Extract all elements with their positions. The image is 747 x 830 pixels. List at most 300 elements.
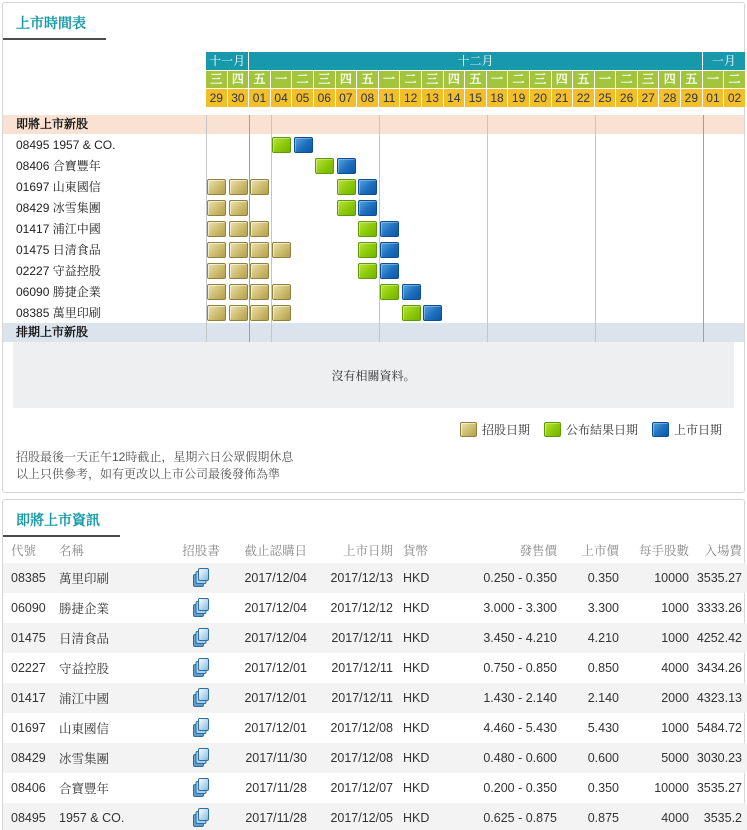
legend-swatch-res xyxy=(544,422,561,437)
timetable-row-label: 08495 1957 & CO. xyxy=(16,137,116,152)
gantt-slot xyxy=(703,260,725,281)
prospectus-icon[interactable] xyxy=(193,658,210,678)
currency: HKD xyxy=(403,811,430,825)
gantt-slot xyxy=(444,281,466,302)
weekday-cell: 三 xyxy=(638,71,660,89)
entry-fee: 3030.23 xyxy=(696,751,742,765)
gantt-slot xyxy=(357,197,379,218)
subscription-cell xyxy=(207,263,226,279)
weekday-cell: 一 xyxy=(271,71,293,89)
timetable-row-label: 08429 冰雪集團 xyxy=(16,201,101,215)
gantt-slot xyxy=(228,260,250,281)
gantt-slot xyxy=(228,281,250,302)
lot-size: 5000 xyxy=(661,751,689,765)
gantt-slot xyxy=(552,239,574,260)
gantt-slot xyxy=(487,260,509,281)
info-table-row xyxy=(3,593,747,623)
entry-fee: 5484.72 xyxy=(696,721,742,735)
gantt-slot xyxy=(573,218,595,239)
date-header-row xyxy=(3,89,744,107)
gantt-slot xyxy=(465,218,487,239)
gantt-slot xyxy=(379,176,401,197)
gantt-slot xyxy=(487,176,509,197)
month-header-cell: 十一月 xyxy=(206,52,249,71)
gantt-slot xyxy=(595,155,617,176)
gantt-slot xyxy=(206,155,228,176)
gantt-slot xyxy=(659,197,681,218)
prospectus-cell[interactable] xyxy=(179,593,223,623)
subscription-cell xyxy=(250,305,269,321)
weekday-cell: 一 xyxy=(487,71,509,89)
gantt-slot xyxy=(573,176,595,197)
listing-date: 2017/12/13 xyxy=(330,571,393,585)
offer-price: 1.430 - 2.140 xyxy=(483,691,557,705)
gantt-slot xyxy=(249,302,271,323)
gantt-slot xyxy=(292,260,314,281)
deadline-date: 2017/11/28 xyxy=(245,811,307,825)
timetable-row-label: 02227 守益控股 xyxy=(16,264,101,278)
gantt-slot xyxy=(292,302,314,323)
legend-item-res xyxy=(544,421,638,438)
gantt-slot xyxy=(400,302,422,323)
gantt-slot xyxy=(487,302,509,323)
gantt-slot xyxy=(271,239,293,260)
prospectus-cell[interactable] xyxy=(179,563,223,593)
legend-item-sub xyxy=(460,421,530,438)
gantt-slot xyxy=(379,155,401,176)
prospectus-icon[interactable] xyxy=(193,568,210,588)
gantt-slot xyxy=(271,197,293,218)
stock-name: 浦江中國 xyxy=(59,692,110,706)
listing-cell xyxy=(358,200,377,216)
legend-swatch-list xyxy=(652,422,669,437)
gantt-slot xyxy=(703,197,725,218)
gantt-slot xyxy=(206,134,228,155)
gantt-slot xyxy=(228,197,250,218)
gantt-slot xyxy=(228,134,250,155)
gantt-slot xyxy=(616,281,638,302)
gantt-slot xyxy=(681,218,703,239)
date-cell: 29 xyxy=(681,89,703,107)
gantt-slot xyxy=(314,197,336,218)
prospectus-icon[interactable] xyxy=(193,778,210,798)
gantt-slot xyxy=(595,176,617,197)
gantt-slot xyxy=(724,239,746,260)
gantt-gridline xyxy=(249,115,250,342)
gantt-slot xyxy=(444,218,466,239)
weekday-cell: 五 xyxy=(681,71,703,89)
weekday-cell: 二 xyxy=(292,71,314,89)
info-table-row xyxy=(3,563,747,593)
gantt-slot xyxy=(595,239,617,260)
result-cell xyxy=(358,263,377,279)
gantt-slot xyxy=(271,218,293,239)
offer-price: 4.460 - 5.430 xyxy=(483,721,557,735)
date-cell: 27 xyxy=(638,89,660,107)
gantt-slot xyxy=(552,281,574,302)
info-column-header: 貨幣 xyxy=(403,544,429,558)
weekday-cell: 四 xyxy=(444,71,466,89)
gantt-slot xyxy=(573,155,595,176)
deadline-date: 2017/11/30 xyxy=(245,751,307,765)
gantt-slot xyxy=(681,176,703,197)
gantt-slot xyxy=(336,155,358,176)
offer-price: 0.250 - 0.350 xyxy=(483,571,557,585)
gantt-slot xyxy=(249,134,271,155)
entry-fee: 3535.27 xyxy=(696,571,742,585)
date-cell: 12 xyxy=(400,89,422,107)
stock-name: 萬里印刷 xyxy=(59,572,110,586)
result-cell xyxy=(315,158,334,174)
gantt-slot xyxy=(400,176,422,197)
gantt-slot xyxy=(616,176,638,197)
gantt-slot xyxy=(724,260,746,281)
listing-timetable-chart xyxy=(3,52,744,483)
date-cell: 08 xyxy=(357,89,379,107)
subscription-cell xyxy=(207,200,226,216)
listing-price: 5.430 xyxy=(587,721,619,735)
timetable-row-label: 08406 合寶豐年 xyxy=(16,159,101,173)
subscription-cell xyxy=(272,284,291,300)
gantt-slot xyxy=(530,197,552,218)
gantt-slot xyxy=(552,260,574,281)
listing-cell xyxy=(380,263,399,279)
gantt-slot xyxy=(336,281,358,302)
prospectus-cell[interactable] xyxy=(179,743,223,773)
gantt-slot xyxy=(292,155,314,176)
listing-price: 0.350 xyxy=(587,781,619,795)
listing-price: 2.140 xyxy=(587,691,619,705)
prospectus-icon[interactable] xyxy=(193,748,210,768)
lot-size: 1000 xyxy=(661,721,689,735)
weekday-cell: 五 xyxy=(357,71,379,89)
weekday-cell: 三 xyxy=(422,71,444,89)
gantt-slot xyxy=(228,302,250,323)
weekday-cell: 二 xyxy=(616,71,638,89)
result-cell xyxy=(358,242,377,258)
subscription-cell xyxy=(207,284,226,300)
scheduled-empty-area xyxy=(13,342,734,408)
listing-date: 2017/12/12 xyxy=(330,601,393,615)
gantt-slot xyxy=(573,260,595,281)
weekday-cell: 四 xyxy=(552,71,574,89)
prospectus-icon[interactable] xyxy=(193,718,210,738)
listing-cell xyxy=(423,305,442,321)
gantt-slot xyxy=(681,197,703,218)
date-cell: 26 xyxy=(616,89,638,107)
gantt-slot xyxy=(314,281,336,302)
gantt-gridline xyxy=(487,115,488,342)
subscription-cell xyxy=(229,242,248,258)
info-title: 即將上市資訊 xyxy=(3,508,120,537)
currency: HKD xyxy=(403,751,430,765)
prospectus-icon[interactable] xyxy=(193,688,210,708)
gantt-slot xyxy=(314,155,336,176)
gantt-slot xyxy=(357,302,379,323)
gantt-slot xyxy=(422,260,444,281)
subscription-cell xyxy=(229,263,248,279)
gantt-slot xyxy=(595,302,617,323)
gantt-slot xyxy=(530,281,552,302)
gantt-slot xyxy=(271,260,293,281)
gantt-slot xyxy=(465,197,487,218)
gantt-slot xyxy=(508,218,530,239)
weekday-cell: 一 xyxy=(595,71,617,89)
month-header-row xyxy=(3,52,744,71)
gantt-slot xyxy=(206,218,228,239)
subscription-cell xyxy=(229,284,248,300)
gantt-gridline xyxy=(271,115,272,342)
gantt-slot xyxy=(314,218,336,239)
listing-price: 4.210 xyxy=(587,631,619,645)
gantt-slot xyxy=(638,281,660,302)
gantt-slot xyxy=(508,197,530,218)
info-column-header: 上市價 xyxy=(581,544,619,558)
gantt-slot xyxy=(595,281,617,302)
deadline-date: 2017/12/04 xyxy=(244,601,307,615)
gantt-slot xyxy=(465,239,487,260)
date-cell: 02 xyxy=(724,89,746,107)
subscription-cell xyxy=(272,242,291,258)
timetable-row xyxy=(3,218,744,239)
gantt-slot xyxy=(638,260,660,281)
gantt-slot xyxy=(465,134,487,155)
prospectus-cell[interactable] xyxy=(179,623,223,653)
month-header-cell: 十二月 xyxy=(249,52,703,71)
gantt-slot xyxy=(638,302,660,323)
gantt-slot xyxy=(400,197,422,218)
prospectus-cell[interactable] xyxy=(179,653,223,683)
gantt-slot xyxy=(271,134,293,155)
gantt-slot xyxy=(444,260,466,281)
date-cell: 07 xyxy=(336,89,358,107)
listing-date: 2017/12/08 xyxy=(330,751,393,765)
deadline-date: 2017/12/01 xyxy=(244,721,307,735)
info-column-header: 發售價 xyxy=(519,544,557,558)
month-header-cell: 一月 xyxy=(703,52,746,71)
date-cell: 06 xyxy=(314,89,336,107)
info-column-header: 名稱 xyxy=(59,544,85,558)
gantt-slot xyxy=(314,260,336,281)
gantt-slot xyxy=(444,176,466,197)
gantt-slot xyxy=(703,134,725,155)
lot-size: 4000 xyxy=(661,811,689,825)
gantt-slot xyxy=(444,134,466,155)
gantt-slot xyxy=(681,239,703,260)
gantt-slot xyxy=(206,239,228,260)
result-cell xyxy=(337,179,356,195)
prospectus-cell[interactable] xyxy=(179,803,223,830)
listing-cell xyxy=(337,158,356,174)
subscription-cell xyxy=(207,221,226,237)
result-cell xyxy=(337,200,356,216)
listing-cell xyxy=(358,179,377,195)
info-table-row xyxy=(3,623,747,653)
gantt-slot xyxy=(508,176,530,197)
gantt-slot xyxy=(595,218,617,239)
stock-code: 08385 xyxy=(11,571,46,585)
gantt-slot xyxy=(206,260,228,281)
gantt-slot xyxy=(336,218,358,239)
listing-price: 0.875 xyxy=(587,811,619,825)
gantt-gridline xyxy=(595,115,596,342)
timetable-row-label: 08385 萬里印刷 xyxy=(16,306,101,320)
offer-price: 0.200 - 0.350 xyxy=(483,781,557,795)
gantt-slot xyxy=(336,302,358,323)
offer-price: 0.625 - 0.875 xyxy=(483,811,557,825)
gantt-slot xyxy=(573,134,595,155)
gantt-slot xyxy=(422,197,444,218)
gantt-slot xyxy=(292,176,314,197)
gantt-slot xyxy=(444,197,466,218)
gantt-slot xyxy=(314,134,336,155)
date-cell: 18 xyxy=(487,89,509,107)
gantt-slot xyxy=(573,302,595,323)
gantt-slot xyxy=(487,281,509,302)
date-cell: 19 xyxy=(508,89,530,107)
date-cell: 14 xyxy=(444,89,466,107)
gantt-slot xyxy=(379,260,401,281)
gantt-slot xyxy=(357,281,379,302)
gantt-slot xyxy=(508,260,530,281)
info-column-header: 上市日期 xyxy=(342,544,393,558)
timetable-row xyxy=(3,176,744,197)
gantt-slot xyxy=(638,218,660,239)
offer-price: 3.000 - 3.300 xyxy=(483,601,557,615)
currency: HKD xyxy=(403,691,430,705)
listing-price: 0.600 xyxy=(587,751,619,765)
deadline-date: 2017/12/01 xyxy=(244,691,307,705)
gantt-slot xyxy=(638,176,660,197)
gantt-slot xyxy=(703,281,725,302)
stock-code: 08429 xyxy=(11,751,46,765)
gantt-slot xyxy=(422,281,444,302)
gantt-slot xyxy=(400,239,422,260)
gantt-slot xyxy=(357,155,379,176)
gantt-slot xyxy=(357,218,379,239)
gantt-slot xyxy=(271,281,293,302)
gantt-slot xyxy=(357,260,379,281)
gantt-slot xyxy=(724,281,746,302)
stock-code: 02227 xyxy=(11,661,46,675)
gantt-slot xyxy=(314,302,336,323)
prospectus-icon[interactable] xyxy=(193,808,210,828)
gantt-slot xyxy=(249,197,271,218)
info-table-row xyxy=(3,653,747,683)
gantt-slot xyxy=(552,134,574,155)
gantt-slot xyxy=(724,176,746,197)
gantt-slot xyxy=(508,302,530,323)
gantt-slot xyxy=(724,197,746,218)
stock-code: 08495 xyxy=(11,811,46,825)
gantt-slot xyxy=(659,176,681,197)
entry-fee: 4323.13 xyxy=(696,691,742,705)
listing-price: 0.850 xyxy=(587,661,619,675)
date-cell: 01 xyxy=(703,89,725,107)
gantt-slot xyxy=(616,134,638,155)
gantt-slot xyxy=(681,134,703,155)
stock-name: 守益控股 xyxy=(59,662,110,676)
gantt-slot xyxy=(465,155,487,176)
gantt-slot xyxy=(444,239,466,260)
lot-size: 1000 xyxy=(661,601,689,615)
gantt-slot xyxy=(357,134,379,155)
gantt-slot xyxy=(703,239,725,260)
date-cell: 01 xyxy=(249,89,271,107)
gantt-slot xyxy=(249,155,271,176)
timetable-title: 上市時間表 xyxy=(3,11,106,40)
gantt-slot xyxy=(703,176,725,197)
timetable-row xyxy=(3,155,744,176)
date-cell: 20 xyxy=(530,89,552,107)
gantt-slot xyxy=(422,176,444,197)
legend-item-list xyxy=(652,421,722,438)
stock-name: 山東國信 xyxy=(59,722,110,736)
timetable-row-label: 06090 勝捷企業 xyxy=(16,285,101,299)
gantt-slot xyxy=(552,302,574,323)
weekday-cell: 二 xyxy=(400,71,422,89)
footnote-line-2: 以上只供參考，如有更改以上市公司最後發佈為準 xyxy=(16,467,281,481)
timetable-row xyxy=(3,239,744,260)
subscription-cell xyxy=(272,305,291,321)
gantt-slot xyxy=(530,302,552,323)
prospectus-icon[interactable] xyxy=(193,598,210,618)
gantt-slot xyxy=(228,218,250,239)
currency: HKD xyxy=(403,571,430,585)
subscription-cell xyxy=(250,242,269,258)
gantt-slot xyxy=(530,155,552,176)
prospectus-cell[interactable] xyxy=(179,683,223,713)
entry-fee: 3434.26 xyxy=(696,661,742,675)
date-cell: 22 xyxy=(573,89,595,107)
gantt-slot xyxy=(638,197,660,218)
gantt-slot xyxy=(659,239,681,260)
timetable-footnotes xyxy=(16,449,744,483)
date-cell: 25 xyxy=(595,89,617,107)
prospectus-cell[interactable] xyxy=(179,773,223,803)
stock-code: 01475 xyxy=(11,631,46,645)
gantt-slot xyxy=(703,155,725,176)
gantt-slot xyxy=(206,302,228,323)
gantt-slot xyxy=(508,239,530,260)
listing-date: 2017/12/05 xyxy=(330,811,393,825)
gantt-slot xyxy=(616,239,638,260)
gantt-slot xyxy=(487,239,509,260)
gantt-slot xyxy=(444,155,466,176)
subscription-cell xyxy=(250,263,269,279)
gantt-slot xyxy=(336,239,358,260)
gantt-slot xyxy=(552,197,574,218)
gantt-slot xyxy=(249,239,271,260)
gantt-slot xyxy=(573,197,595,218)
gantt-slot xyxy=(487,155,509,176)
gantt-slot xyxy=(508,281,530,302)
gantt-slot xyxy=(681,302,703,323)
gantt-slot xyxy=(249,218,271,239)
gantt-slot xyxy=(530,134,552,155)
gantt-slot xyxy=(379,239,401,260)
gantt-slot xyxy=(659,302,681,323)
date-cell: 04 xyxy=(271,89,293,107)
gantt-slot xyxy=(400,155,422,176)
offer-price: 0.480 - 0.600 xyxy=(483,751,557,765)
gantt-slot xyxy=(292,239,314,260)
gantt-slot xyxy=(530,218,552,239)
prospectus-cell[interactable] xyxy=(179,713,223,743)
weekday-cell: 三 xyxy=(314,71,336,89)
prospectus-icon[interactable] xyxy=(193,628,210,648)
subscription-cell xyxy=(250,179,269,195)
